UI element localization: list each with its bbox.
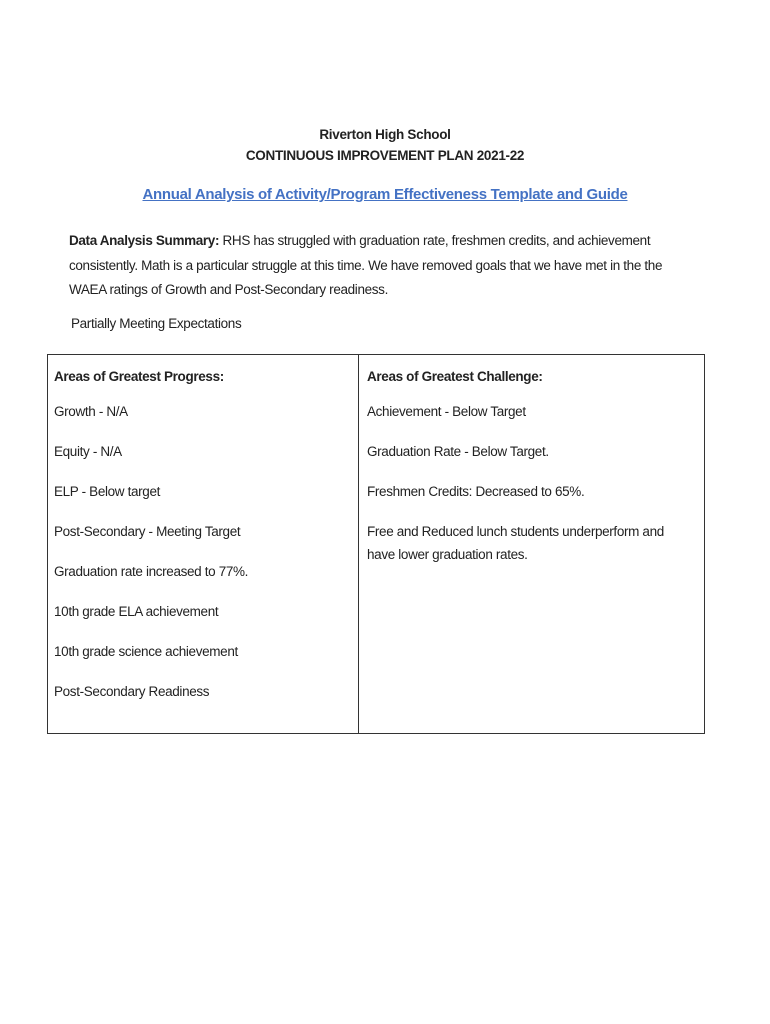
- progress-header: Areas of Greatest Progress:: [54, 369, 224, 384]
- progress-item: Graduation rate increased to 77%.: [54, 564, 249, 579]
- progress-item: 10th grade science achievement: [54, 644, 238, 659]
- progress-item: Growth - N/A: [54, 404, 128, 419]
- progress-item: Post-Secondary Readiness: [54, 684, 210, 699]
- template-title-link[interactable]: Annual Analysis of Activity/Program Effectiveness Template and Guide: [142, 186, 628, 203]
- progress-item: Post-Secondary - Meeting Target: [54, 524, 241, 539]
- progress-item: 10th grade ELA achievement: [54, 604, 219, 619]
- progress-item: Equity - N/A: [54, 444, 122, 459]
- progress-item: ELP - Below target: [54, 484, 161, 499]
- document-header: [0, 124, 770, 166]
- rating-text: Partially Meeting Expectations: [71, 316, 242, 331]
- summary-text: RHS has struggled with graduation rate, freshmen credits, and achievement consistently. Math is a particular struggle at this time. We have removed goals that we have met in the the WAEA ratings of Growth and Post-Secondary readiness.: [69, 233, 663, 297]
- progress-challenge-table: [47, 354, 705, 734]
- summary-label: Data Analysis Summary:: [69, 233, 220, 248]
- challenge-header: Areas of Greatest Challenge:: [367, 369, 543, 384]
- data-analysis-summary: [69, 229, 689, 303]
- challenge-item: Free and Reduced lunch students underperform and have lower graduation rates.: [367, 524, 664, 562]
- challenge-item: Achievement - Below Target: [367, 404, 526, 419]
- challenge-item: Freshmen Credits: Decreased to 65%.: [367, 484, 585, 499]
- challenge-column: [359, 355, 704, 733]
- progress-column: [48, 355, 359, 733]
- challenge-item: Graduation Rate - Below Target.: [367, 444, 549, 459]
- school-name: Riverton High School: [319, 127, 451, 142]
- plan-title: CONTINUOUS IMPROVEMENT PLAN 2021-22: [245, 148, 525, 163]
